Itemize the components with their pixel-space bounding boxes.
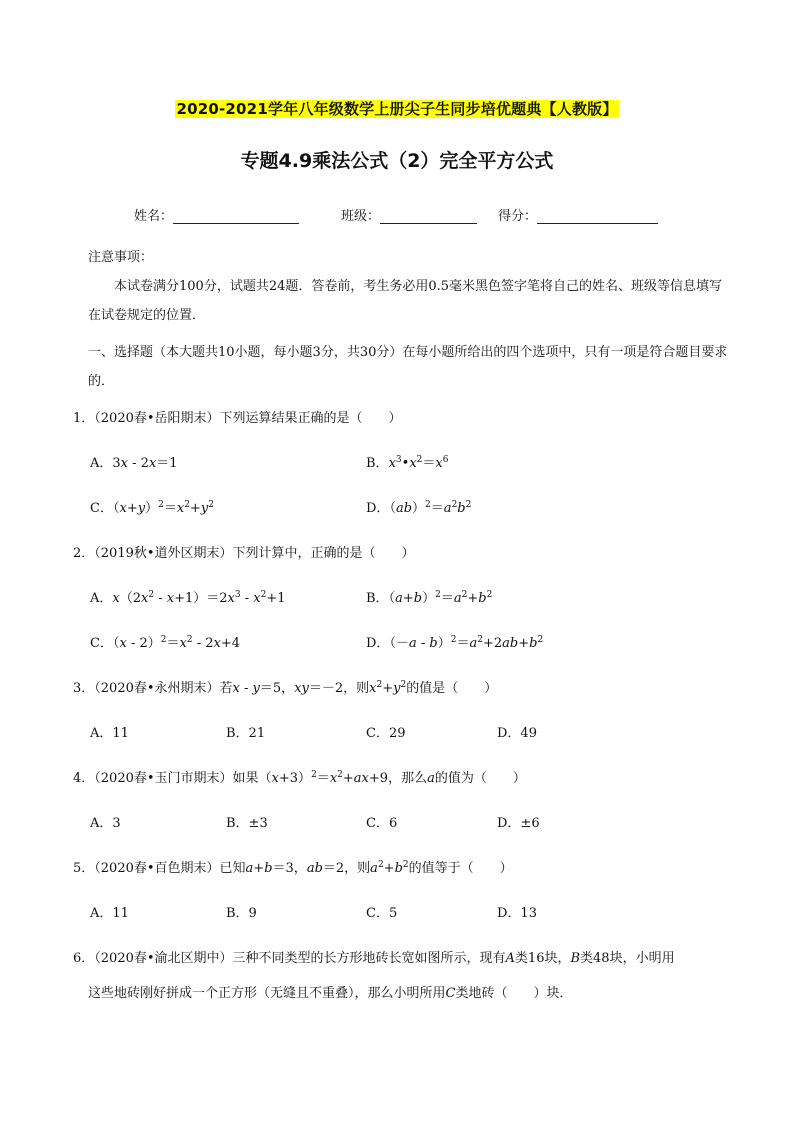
q2-option-a[interactable]: A．$x(2x^2 - x+1)=2x^3 - x^2+1$ bbox=[90, 590, 286, 606]
page-title: 专题4.9乘法公式（2）完全平方公式 bbox=[240, 150, 554, 172]
q1-option-c[interactable]: C．$(x+y)^2=x^2+y^2$ bbox=[90, 500, 214, 516]
question-5-stem: 5．（2020春•百色期末）已知a+b＝3，ab＝2，则$a^2+b^2$的值等于（ ） bbox=[73, 860, 513, 876]
name-blank[interactable] bbox=[173, 209, 299, 224]
q2-option-c[interactable]: C．$(x - 2)^2=x^2 - 2x+4$ bbox=[90, 635, 241, 651]
q5-option-d[interactable]: D．13 bbox=[497, 906, 537, 921]
class-field[interactable] bbox=[341, 205, 477, 224]
question-3-stem: 3．（2020春•永州期末）若x - y＝5，xy＝－2，则$x^2+y^2$的值是（ ） bbox=[73, 680, 498, 696]
q1-option-a[interactable]: A．3x - 2x＝1 bbox=[90, 456, 178, 471]
score-field[interactable] bbox=[498, 205, 658, 224]
notice-heading: 注意事项： bbox=[88, 250, 154, 265]
header-banner bbox=[0, 98, 794, 119]
question-6-line-1: 6．（2020春•渝北区期中）三种不同类型的长方形地砖长宽如图所示，现有A类16块，B类48块，小明用 bbox=[73, 951, 675, 966]
q4-option-d[interactable]: D．±6 bbox=[497, 816, 540, 831]
name-field[interactable] bbox=[134, 205, 299, 224]
q2-option-b[interactable]: B．$(a+b)^2=a^2+b^2$ bbox=[366, 590, 493, 606]
section-1-instructions: 一、选择题（本大题共10小题，每小题3分，共30分）在每小题所给出的四个选项中，只有一项是符合题目要求的． bbox=[88, 345, 728, 389]
q4-option-a[interactable]: A．3 bbox=[90, 816, 121, 831]
question-2-stem: 2．（2019秋•道外区期末）下列计算中，正确的是（ ） bbox=[73, 546, 415, 561]
q1-option-d[interactable]: D．$(ab)^2=a^2b^2$ bbox=[366, 500, 472, 516]
question-4-stem: 4．（2020春•玉门市期末）如果$(x+3)^2=x^2+ax+9$，那么a的值为（ ） bbox=[73, 770, 526, 786]
q4-option-c[interactable]: C．6 bbox=[366, 816, 398, 831]
score-label: 得分： bbox=[498, 209, 538, 224]
q3-option-d[interactable]: D．49 bbox=[497, 726, 537, 741]
question-6-line-2: 这些地砖刚好拼成一个正方形（无缝且不重叠），那么小明所用C类地砖（ ）块． bbox=[88, 986, 573, 1001]
q5-option-c[interactable]: C．5 bbox=[366, 906, 398, 921]
question-1-stem: 1．（2020春•岳阳期末）下列运算结果正确的是（ ） bbox=[73, 411, 402, 426]
q5-option-a[interactable]: A．11 bbox=[90, 906, 129, 921]
class-label: 班级： bbox=[341, 209, 381, 224]
q3-option-a[interactable]: A．11 bbox=[90, 726, 129, 741]
notice-body: 本试卷满分100分，试题共24题．答卷前，考生务必用0.5毫米黑色签字笔将自己的姓名、班级等信息填写在试卷规定的位置． bbox=[88, 279, 723, 323]
score-blank[interactable] bbox=[537, 209, 658, 224]
q2-option-d[interactable]: D．$(-a - b)^2=a^2+2ab+b^2$ bbox=[366, 635, 544, 651]
q5-option-b[interactable]: B．9 bbox=[226, 906, 257, 921]
q4-option-b[interactable]: B．±3 bbox=[226, 816, 268, 831]
q3-option-b[interactable]: B．21 bbox=[226, 726, 266, 741]
q1-option-b[interactable]: B．$x^3•x^2=x^6$ bbox=[366, 455, 449, 471]
class-blank[interactable] bbox=[380, 209, 477, 224]
banner-text: 2020-2021学年八年级数学上册尖子生同步培优题典【人教版】 bbox=[176, 100, 618, 118]
q3-option-c[interactable]: C．29 bbox=[366, 726, 406, 741]
name-label: 姓名： bbox=[134, 209, 174, 224]
